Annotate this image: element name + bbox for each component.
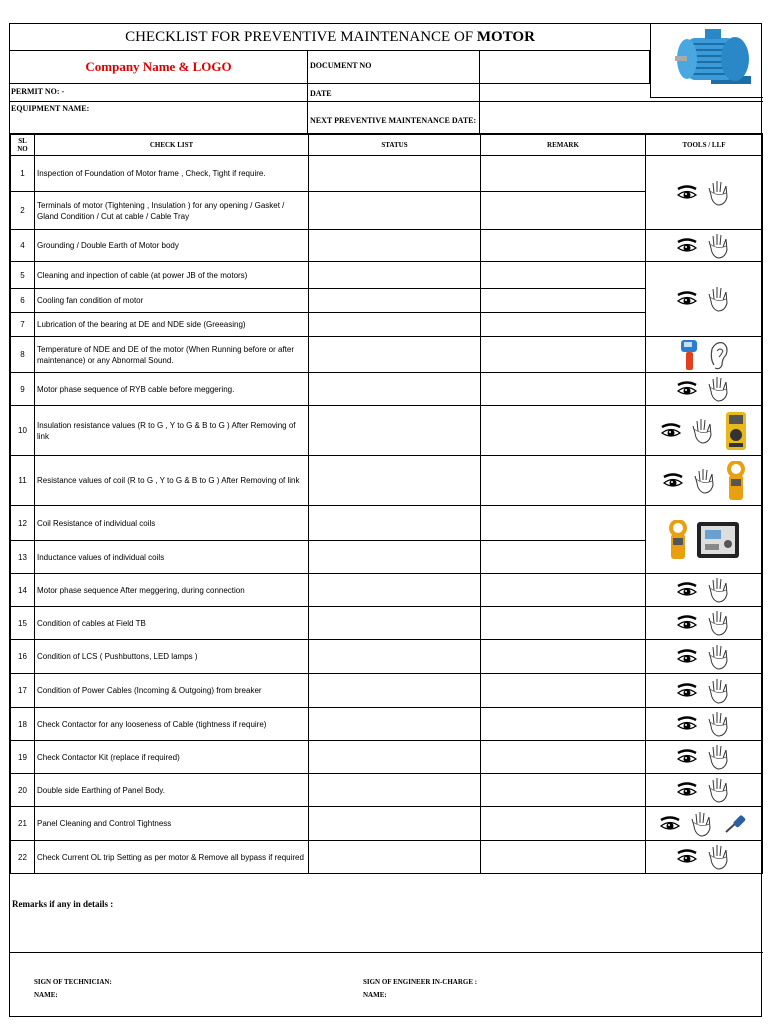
row-remark-cell[interactable] bbox=[481, 406, 646, 456]
table-row bbox=[11, 456, 763, 506]
row-status-cell[interactable] bbox=[309, 406, 481, 456]
row-remark-cell[interactable] bbox=[481, 192, 646, 230]
row-status-cell[interactable] bbox=[309, 456, 481, 506]
hand-icon bbox=[706, 179, 732, 207]
eye-icon bbox=[676, 749, 698, 765]
row-check-item: Condition of LCS ( Pushbuttons, LED lamps ) bbox=[35, 640, 309, 674]
checklist-table bbox=[10, 134, 763, 874]
document-no-value[interactable] bbox=[480, 50, 650, 84]
col-remark: REMARK bbox=[481, 135, 646, 156]
row-check-item: Resistance values of coil (R to G , Y to G & B to G ) After Removing of link bbox=[35, 456, 309, 506]
row-sl-no: 14 bbox=[11, 574, 35, 607]
eye-icon bbox=[676, 683, 698, 699]
hand-icon bbox=[706, 609, 732, 637]
row-status-cell[interactable] bbox=[309, 230, 481, 262]
row-sl-no: 5 bbox=[11, 262, 35, 289]
row-check-item: Inductance values of individual coils bbox=[35, 541, 309, 574]
permit-no: PERMIT NO: - bbox=[10, 84, 308, 102]
row-tools-cell bbox=[646, 607, 763, 640]
multimeter-icon bbox=[724, 411, 748, 451]
row-check-item: Condition of cables at Field TB bbox=[35, 607, 309, 640]
row-sl-no: 22 bbox=[11, 841, 35, 874]
engineer-sign-label: SIGN OF ENGINEER IN-CHARGE : bbox=[363, 978, 478, 986]
row-sl-no: 12 bbox=[11, 506, 35, 541]
row-status-cell[interactable] bbox=[309, 774, 481, 807]
remarks-label: Remarks if any in details : bbox=[12, 899, 114, 909]
table-row bbox=[11, 640, 763, 674]
eye-icon bbox=[676, 716, 698, 732]
row-status-cell[interactable] bbox=[309, 741, 481, 774]
row-remark-cell[interactable] bbox=[481, 313, 646, 337]
row-status-cell[interactable] bbox=[309, 607, 481, 640]
row-tools-cell bbox=[646, 708, 763, 741]
row-check-item: Terminals of motor (Tightening , Insulation ) for any opening / Gasket / Gland Condition / Cut at cable / Cable Tray bbox=[35, 192, 309, 230]
hand-icon bbox=[706, 710, 732, 738]
row-remark-cell[interactable] bbox=[481, 337, 646, 373]
thermometer-icon bbox=[678, 338, 700, 372]
row-tools-cell bbox=[646, 156, 763, 230]
row-status-cell[interactable] bbox=[309, 574, 481, 607]
hand-icon bbox=[706, 285, 732, 313]
row-check-item: Panel Cleaning and Control Tightness bbox=[35, 807, 309, 841]
clamp-meter-icon bbox=[668, 520, 688, 560]
table-row bbox=[11, 674, 763, 708]
row-remark-cell[interactable] bbox=[481, 506, 646, 541]
row-check-item: Check Contactor Kit (replace if required) bbox=[35, 741, 309, 774]
row-tools-cell bbox=[646, 741, 763, 774]
row-check-item: Insulation resistance values (R to G , Y to G & B to G ) After Removing of link bbox=[35, 406, 309, 456]
row-remark-cell[interactable] bbox=[481, 456, 646, 506]
row-sl-no: 16 bbox=[11, 640, 35, 674]
row-remark-cell[interactable] bbox=[481, 674, 646, 708]
document-no-label: DOCUMENT NO bbox=[308, 50, 480, 84]
table-row bbox=[11, 262, 763, 289]
hand-icon bbox=[706, 776, 732, 804]
row-remark-cell[interactable] bbox=[481, 708, 646, 741]
col-sl: SL NO bbox=[11, 135, 35, 156]
table-row bbox=[11, 373, 763, 406]
row-remark-cell[interactable] bbox=[481, 640, 646, 674]
row-sl-no: 7 bbox=[11, 313, 35, 337]
row-sl-no: 4 bbox=[11, 230, 35, 262]
row-sl-no: 6 bbox=[11, 289, 35, 313]
title-bold: MOTOR bbox=[476, 29, 535, 45]
screwdriver-icon bbox=[723, 813, 749, 835]
row-remark-cell[interactable] bbox=[481, 156, 646, 192]
clamp-meter-icon bbox=[726, 461, 746, 501]
table-row bbox=[11, 607, 763, 640]
row-sl-no: 10 bbox=[11, 406, 35, 456]
row-status-cell[interactable] bbox=[309, 807, 481, 841]
row-sl-no: 1 bbox=[11, 156, 35, 192]
row-sl-no: 2 bbox=[11, 192, 35, 230]
row-tools-cell bbox=[646, 337, 763, 373]
hand-icon bbox=[706, 375, 732, 403]
table-row bbox=[11, 337, 763, 373]
eye-icon bbox=[676, 649, 698, 665]
row-status-cell[interactable] bbox=[309, 541, 481, 574]
row-status-cell[interactable] bbox=[309, 506, 481, 541]
row-tools-cell bbox=[646, 674, 763, 708]
remarks-area[interactable] bbox=[10, 897, 763, 953]
row-check-item: Grounding / Double Earth of Motor body bbox=[35, 230, 309, 262]
table-header-row bbox=[11, 135, 763, 156]
title-text: CHECKLIST FOR PREVENTIVE MAINTENANCE OF bbox=[125, 29, 474, 45]
row-status-cell[interactable] bbox=[309, 192, 481, 230]
col-check-list: CHECK LIST bbox=[35, 135, 309, 156]
row-check-item: Temperature of NDE and DE of the motor (When Running before or after maintenance) or any Abnormal Sound. bbox=[35, 337, 309, 373]
megger-icon bbox=[696, 520, 740, 560]
row-status-cell[interactable] bbox=[309, 841, 481, 874]
row-status-cell[interactable] bbox=[309, 708, 481, 741]
eye-icon bbox=[676, 615, 698, 631]
row-check-item: Check Current OL trip Setting as per motor & Remove all bypass if required bbox=[35, 841, 309, 874]
ear-icon bbox=[708, 339, 730, 371]
table-row bbox=[11, 156, 763, 192]
row-remark-cell[interactable] bbox=[481, 841, 646, 874]
eye-icon bbox=[659, 816, 681, 832]
row-check-item: Cleaning and inpection of cable (at power JB of the motors) bbox=[35, 262, 309, 289]
row-remark-cell[interactable] bbox=[481, 289, 646, 313]
table-row bbox=[11, 708, 763, 741]
table-row bbox=[11, 230, 763, 262]
hand-icon bbox=[706, 232, 732, 260]
eye-icon bbox=[676, 849, 698, 865]
eye-icon bbox=[676, 185, 698, 201]
row-status-cell[interactable] bbox=[309, 262, 481, 289]
eye-icon bbox=[676, 291, 698, 307]
table-row bbox=[11, 574, 763, 607]
row-check-item: Coil Resistance of individual coils bbox=[35, 506, 309, 541]
row-remark-cell[interactable] bbox=[481, 262, 646, 289]
row-check-item: Cooling fan condition of motor bbox=[35, 289, 309, 313]
eye-icon bbox=[676, 381, 698, 397]
col-status: STATUS bbox=[309, 135, 481, 156]
row-remark-cell[interactable] bbox=[481, 741, 646, 774]
row-remark-cell[interactable] bbox=[481, 373, 646, 406]
hand-icon bbox=[690, 417, 716, 445]
row-sl-no: 20 bbox=[11, 774, 35, 807]
row-tools-cell bbox=[646, 774, 763, 807]
row-remark-cell[interactable] bbox=[481, 807, 646, 841]
table-row bbox=[11, 807, 763, 841]
row-tools-cell bbox=[646, 807, 763, 841]
row-tools-cell bbox=[646, 262, 763, 337]
eye-icon bbox=[676, 582, 698, 598]
row-status-cell[interactable] bbox=[309, 674, 481, 708]
row-sl-no: 9 bbox=[11, 373, 35, 406]
row-sl-no: 13 bbox=[11, 541, 35, 574]
hand-icon bbox=[706, 576, 732, 604]
hand-icon bbox=[706, 743, 732, 771]
row-sl-no: 8 bbox=[11, 337, 35, 373]
next-pm-date-value[interactable] bbox=[480, 102, 763, 134]
table-row bbox=[11, 841, 763, 874]
col-tools: TOOLS / LLF bbox=[646, 135, 763, 156]
row-tools-cell bbox=[646, 640, 763, 674]
row-sl-no: 11 bbox=[11, 456, 35, 506]
row-check-item: Check Contactor for any looseness of Cable (tightness if require) bbox=[35, 708, 309, 741]
equipment-name: EQUIPMENT NAME: bbox=[10, 102, 308, 134]
row-sl-no: 17 bbox=[11, 674, 35, 708]
table-row bbox=[11, 406, 763, 456]
row-status-cell[interactable] bbox=[309, 640, 481, 674]
row-tools-cell bbox=[646, 230, 763, 262]
technician-sign bbox=[34, 976, 112, 1002]
checklist-table-wrap bbox=[10, 134, 763, 874]
table-row bbox=[11, 506, 763, 541]
company-name: Company Name & LOGO bbox=[10, 50, 308, 84]
eye-icon bbox=[676, 238, 698, 254]
row-remark-cell[interactable] bbox=[481, 230, 646, 262]
row-tools-cell bbox=[646, 574, 763, 607]
row-check-item: Double side Earthing of Panel Body. bbox=[35, 774, 309, 807]
date-value[interactable] bbox=[480, 84, 763, 102]
row-remark-cell[interactable] bbox=[481, 774, 646, 807]
table-row bbox=[11, 774, 763, 807]
eye-icon bbox=[660, 423, 682, 439]
row-status-cell[interactable] bbox=[309, 289, 481, 313]
engineer-name-label: NAME: bbox=[363, 991, 387, 999]
row-check-item: Motor phase sequence of RYB cable before meggering. bbox=[35, 373, 309, 406]
row-tools-cell bbox=[646, 506, 763, 574]
row-tools-cell bbox=[646, 406, 763, 456]
row-sl-no: 19 bbox=[11, 741, 35, 774]
row-tools-cell bbox=[646, 841, 763, 874]
hand-icon bbox=[706, 843, 732, 871]
row-remark-cell[interactable] bbox=[481, 607, 646, 640]
row-status-cell[interactable] bbox=[309, 313, 481, 337]
hand-icon bbox=[689, 810, 715, 838]
row-remark-cell[interactable] bbox=[481, 574, 646, 607]
row-status-cell[interactable] bbox=[309, 373, 481, 406]
eye-icon bbox=[662, 473, 684, 489]
row-tools-cell bbox=[646, 456, 763, 506]
eye-icon bbox=[676, 782, 698, 798]
date-label: DATE bbox=[308, 84, 480, 102]
technician-sign-label: SIGN OF TECHNICIAN: bbox=[34, 978, 112, 986]
hand-icon bbox=[706, 643, 732, 671]
hand-icon bbox=[706, 677, 732, 705]
technician-name-label: NAME: bbox=[34, 991, 58, 999]
row-status-cell[interactable] bbox=[309, 156, 481, 192]
row-remark-cell[interactable] bbox=[481, 541, 646, 574]
engineer-sign bbox=[363, 976, 477, 1002]
row-sl-no: 18 bbox=[11, 708, 35, 741]
row-check-item: Inspection of Foundation of Motor frame , Check, Tight if require. bbox=[35, 156, 309, 192]
row-sl-no: 15 bbox=[11, 607, 35, 640]
row-check-item: Condition of Power Cables (Incoming & Outgoing) from breaker bbox=[35, 674, 309, 708]
checklist-sheet bbox=[9, 23, 762, 1017]
row-status-cell[interactable] bbox=[309, 337, 481, 373]
row-check-item: Motor phase sequence After meggering, during connection bbox=[35, 574, 309, 607]
hand-icon bbox=[692, 467, 718, 495]
row-tools-cell bbox=[646, 373, 763, 406]
row-check-item: Lubrication of the bearing at DE and NDE side (Greeasing) bbox=[35, 313, 309, 337]
page-title bbox=[10, 24, 650, 51]
table-row bbox=[11, 741, 763, 774]
next-pm-date-label: NEXT PREVENTIVE MAINTENANCE DATE: bbox=[308, 102, 480, 134]
row-sl-no: 21 bbox=[11, 807, 35, 841]
